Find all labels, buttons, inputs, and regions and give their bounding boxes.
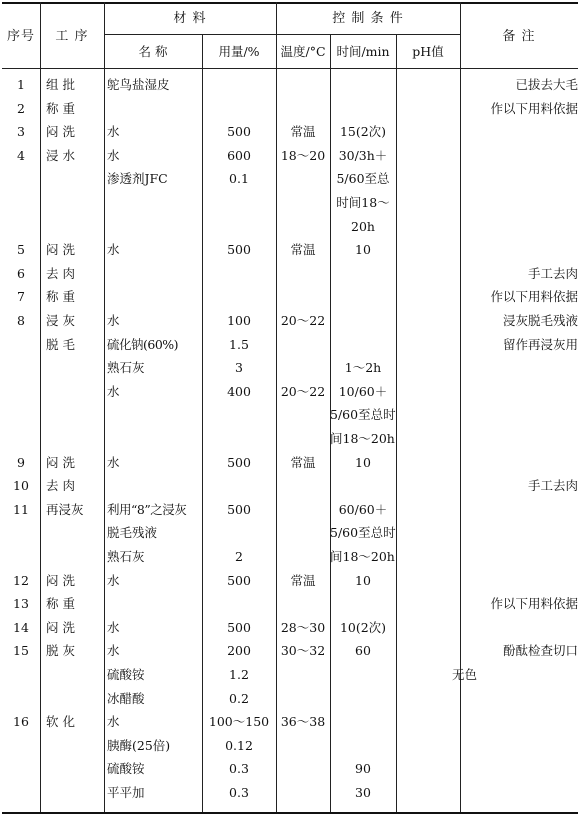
cell-dosage: 1.2	[229, 667, 249, 682]
cell-time: 10/60＋	[338, 383, 388, 399]
cell-dosage: 0.1	[229, 171, 249, 187]
cell-dosage: 100	[227, 313, 251, 328]
cell-time: 60	[355, 643, 371, 659]
cell-remark: 已拔去大毛	[515, 77, 578, 92]
col-divider	[396, 34, 397, 812]
cell-process: 闷 洗	[46, 454, 75, 470]
cell-name: 平平加	[107, 785, 145, 800]
cell-name: 熟石灰	[107, 549, 145, 564]
header-time: 时间/min	[336, 44, 390, 59]
cell-remark: 作以下用料依据	[490, 100, 578, 116]
cell-process: 闷 洗	[46, 572, 75, 588]
cell-temperature: 20～22	[280, 313, 326, 328]
cell-seq: 12	[13, 572, 29, 588]
cell-time: 间18～20h	[330, 549, 395, 564]
col-divider	[460, 2, 461, 812]
cell-process: 闷 洗	[46, 124, 75, 140]
cell-name: 冰醋酸	[107, 690, 145, 706]
cell-seq: 10	[13, 478, 29, 494]
cell-name: 水	[107, 619, 120, 635]
cell-dosage: 1.5	[229, 336, 249, 352]
cell-dosage: 500	[227, 124, 251, 140]
cell-seq: 15	[13, 643, 29, 659]
cell-time: 60/60＋	[338, 501, 388, 517]
cell-dosage: 500	[227, 454, 251, 470]
header-ph: pH值	[412, 44, 444, 59]
cell-seq: 8	[17, 313, 25, 328]
cell-remark: 留作再浸灰用	[502, 336, 578, 352]
cell-name: 水	[107, 242, 120, 258]
cell-seq: 16	[13, 714, 29, 730]
cell-dosage: 0.2	[229, 690, 249, 706]
cell-time: 时间18～	[336, 195, 390, 210]
header-mid-rule	[104, 34, 460, 35]
cell-dosage: 0.3	[229, 785, 249, 800]
col-divider	[104, 2, 105, 812]
cell-dosage: 100～150	[208, 714, 270, 730]
cell-name: 水	[107, 124, 120, 140]
cell-seq: 1	[17, 77, 25, 92]
cell-process: 去 肉	[46, 478, 75, 494]
cell-temperature: 常温	[290, 454, 316, 470]
cell-seq: 14	[13, 619, 29, 635]
cell-name: 水	[107, 454, 120, 470]
header-control: 控 制 条 件	[332, 11, 404, 26]
header-bottom-rule	[2, 68, 578, 69]
cell-temperature: 常温	[290, 242, 316, 258]
cell-seq: 5	[17, 242, 25, 258]
cell-time: 10	[355, 242, 371, 258]
cell-time: 5/60至总时	[330, 525, 396, 541]
cell-name: 渗透剂JFC	[107, 171, 168, 187]
cell-process: 闷 洗	[46, 619, 75, 635]
cell-temperature: 30～32	[280, 643, 326, 659]
cell-dosage: 0.12	[225, 737, 253, 753]
cell-seq: 6	[17, 265, 25, 281]
col-divider	[40, 2, 41, 812]
header-dosage: 用量/%	[218, 44, 260, 59]
cell-name: 胰酶(25倍)	[107, 737, 171, 753]
cell-dosage: 500	[227, 619, 251, 635]
header-name: 名 称	[138, 44, 168, 59]
cell-seq: 9	[17, 454, 25, 470]
cell-time: 15(2次)	[339, 124, 387, 140]
cell-dosage: 400	[227, 383, 251, 399]
cell-temperature: 20～22	[280, 383, 326, 399]
cell-time: 10	[355, 572, 371, 588]
cell-name: 水	[107, 383, 120, 399]
cell-name: 鸵鸟盐湿皮	[107, 77, 170, 92]
cell-dosage: 500	[227, 501, 251, 517]
cell-time: 10	[355, 454, 371, 470]
cell-name: 水	[107, 572, 120, 588]
header-materials: 材 料	[173, 11, 207, 26]
cell-name: 硫酸铵	[107, 761, 145, 777]
table-top-rule	[2, 2, 578, 4]
cell-process: 再浸灰	[46, 501, 84, 517]
cell-temperature: 36～38	[280, 714, 326, 730]
cell-process: 称 重	[46, 100, 75, 116]
cell-process: 称 重	[46, 289, 75, 305]
cell-name: 水	[107, 313, 120, 328]
cell-dosage: 3	[235, 360, 243, 376]
cell-time: 10(2次)	[339, 619, 387, 635]
cell-process: 脱 灰	[46, 643, 75, 659]
cell-time: 30	[355, 785, 371, 800]
cell-seq: 4	[17, 147, 25, 163]
cell-name: 硫化钠(60%)	[107, 336, 179, 352]
cell-temperature: 常温	[290, 572, 316, 588]
table-bottom-rule	[2, 812, 578, 814]
cell-seq: 7	[17, 289, 25, 305]
cell-name: 熟石灰	[107, 360, 145, 376]
cell-name: 水	[107, 643, 120, 659]
cell-process: 脱 毛	[46, 336, 75, 352]
cell-seq: 13	[13, 596, 29, 612]
cell-process: 浸 水	[46, 147, 75, 163]
cell-dosage: 200	[227, 643, 251, 659]
cell-dosage: 500	[227, 242, 251, 258]
cell-name: 脱毛残液	[107, 525, 158, 541]
cell-name: 水	[107, 147, 120, 163]
cell-temperature: 28～30	[280, 619, 326, 635]
cell-time: 20h	[351, 218, 375, 234]
cell-remark: 浸灰脱毛残液	[502, 313, 578, 328]
cell-seq: 3	[17, 124, 25, 140]
cell-seq: 11	[13, 501, 29, 517]
cell-remark: 手工去肉	[527, 265, 578, 281]
cell-seq: 2	[17, 100, 25, 116]
cell-time: 间18～20h	[330, 431, 395, 446]
cell-name: 硫酸铵	[107, 667, 145, 682]
cell-time: 5/60至总时	[330, 407, 396, 423]
header-seq: 序号	[6, 29, 35, 44]
cell-time: 1～2h	[344, 360, 382, 376]
cell-process: 浸 灰	[46, 313, 75, 328]
cell-remark: 酚酞检查切口	[502, 643, 578, 659]
cell-process: 闷 洗	[46, 242, 75, 258]
cell-name: 利用“8”之浸灰	[107, 501, 187, 517]
cell-temperature: 常温	[290, 124, 316, 140]
cell-dosage: 2	[235, 549, 243, 564]
cell-name: 水	[107, 714, 120, 730]
cell-process: 软 化	[46, 714, 75, 730]
cell-dosage: 500	[227, 572, 251, 588]
cell-process: 称 重	[46, 596, 75, 612]
cell-dosage: 0.3	[229, 761, 249, 777]
cell-time: 90	[355, 761, 371, 777]
cell-process: 组 批	[46, 77, 75, 92]
cell-temperature: 18～20	[280, 147, 326, 163]
cell-process: 去 肉	[46, 265, 75, 281]
cell-remark: 无色	[452, 667, 478, 682]
cell-remark: 作以下用料依据	[490, 596, 578, 612]
cell-dosage: 600	[227, 147, 251, 163]
cell-time: 5/60至总	[336, 171, 390, 187]
cell-time: 30/3h＋	[338, 147, 388, 163]
header-temperature: 温度/°C	[280, 44, 326, 59]
header-process: 工 序	[55, 29, 89, 44]
header-remarks: 备 注	[502, 29, 536, 44]
cell-remark: 手工去肉	[527, 478, 578, 494]
cell-remark: 作以下用料依据	[490, 289, 578, 305]
